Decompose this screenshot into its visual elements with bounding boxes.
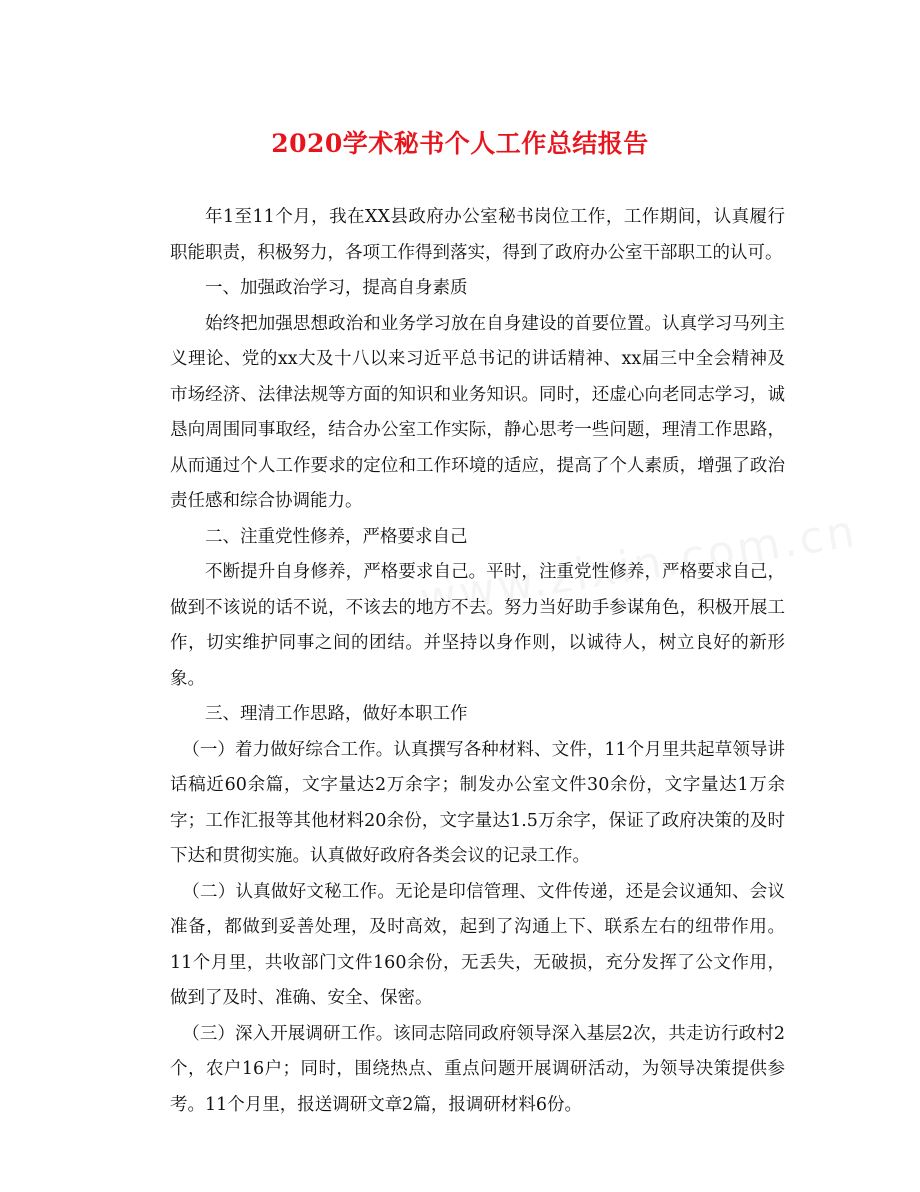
section-heading-2: 二、注重党性修养，严格要求自己 (205, 526, 468, 547)
section-paragraph-1: 始终把加强思想政治和业务学习放在自身建设的首要位置。认真学习马列主义理论、党的xx大及十八以来习近平总书记的讲话精神、xx届三中全会精神及市场经济、法律法规等方面的知识和业务知识。同时，还虚心向老同志学习，诚恳向周围同事取经，结合办公室工作实际，静心思考一些问题，理清工作思路，从而通过个人工作要求的定位和工作环境的适应，提高了个人素质，增强了政治责任感和综合协调能力。 (170, 313, 785, 511)
document-body (170, 200, 785, 1123)
section-heading-1: 一、加强政治学习，提高自身素质 (205, 278, 468, 298)
document-title: 2020学术秘书个人工作总结报告 (271, 129, 649, 158)
subsection-paragraph-1: （一）着力做好综合工作。认真撰写各种材料、文件，11个月里共起草领导讲话稿近60余篇，文字量达2万余字；制发办公室文件30余份，文字量达1万余字；工作汇报等其他材料20余份，文字量达1.5万余字，保证了政府决策的及时下达和贯彻实施。认真做好政府各类会议的记录工作。 (170, 739, 785, 866)
subsection-paragraph-3: （三）深入开展调研工作。该同志陪同政府领导深入基层2次，共走访行政村2个，农户16户；同时，围绕热点、重点问题开展调研活动，为领导决策提供参考。11个月里，报送调研文章2篇，报调研材料6份。 (170, 1023, 785, 1115)
section-heading-3: 三、理清工作思路，做好本职工作 (205, 704, 468, 724)
section-paragraph-2: 不断提升自身修养，严格要求自己。平时，注重党性修养，严格要求自己，做到不该说的话不说，不该去的地方不去。努力当好助手参谋角色，积极开展工作，切实维护同事之间的团结。并坚持以身作则，以诚待人，树立良好的新形象。 (170, 562, 785, 689)
subsection-paragraph-2: （二）认真做好文秘工作。无论是印信管理、文件传递，还是会议通知、会议准备，都做到妥善处理，及时高效，起到了沟通上下、联系左右的纽带作用。11个月里，共收部门文件160余份，无丢失，无破损，充分发挥了公文作用，做到了及时、准确、安全、保密。 (170, 881, 785, 1008)
intro-paragraph: 年1至11个月，我在XX县政府办公室秘书岗位工作，工作期间，认真履行职能职责，积极努力，各项工作得到落实，得到了政府办公室干部职工的认可。 (170, 207, 785, 263)
